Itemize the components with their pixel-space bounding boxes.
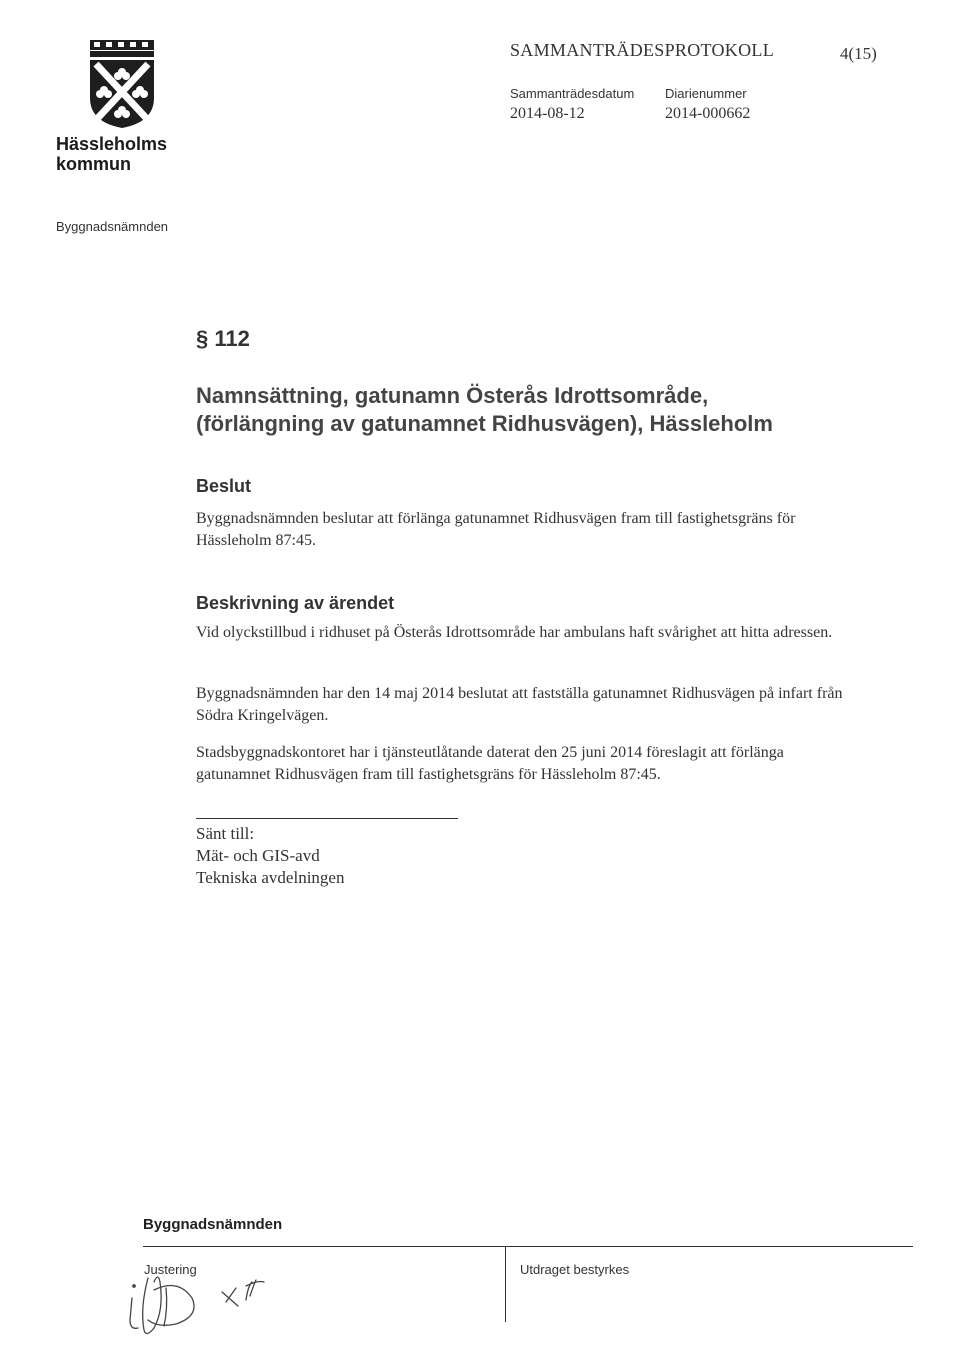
municipality-name-line1: Hässleholms — [56, 134, 168, 154]
decision-heading: Beslut — [196, 476, 252, 496]
document-title: SAMMANTRÄDESPROTOKOLL — [510, 40, 774, 60]
footer-divider — [143, 1246, 913, 1247]
sent-to-recipient: Mät- och GIS-avd — [196, 846, 320, 865]
registration-number: 2014-000662 — [665, 105, 751, 122]
description-paragraph-1: Vid olyckstillbud i ridhuset på Österås Idrottsområde har ambulans haft svårighet att hitta adressen. — [196, 624, 833, 641]
description-paragraph-2: Byggnadsnämnden har den 14 maj 2014 beslutat att fastställa gatunamnet Ridhusvägen på infart från Södra Kringelvägen. — [196, 685, 843, 724]
committee-name: Byggnadsnämnden — [56, 219, 169, 234]
paragraph-number: § 112 — [196, 326, 250, 351]
coat-of-arms-icon — [86, 38, 158, 130]
municipality-name-line2: kommun — [56, 154, 132, 174]
case-title-line2: (förlängning av gatunamnet Ridhusvägen), Hässleholm — [196, 411, 773, 436]
footer-column-divider — [505, 1246, 506, 1322]
case-title-line1: Namnsättning, gatunamn Österås Idrottsområde, — [196, 383, 709, 408]
footer-committee-name: Byggnadsnämnden — [143, 1216, 283, 1233]
decision-text: Byggnadsnämnden beslutar att förlänga gatunamnet Ridhusvägen fram till fastighetsgräns för Hässleholm 87:45. — [196, 510, 796, 549]
handwritten-signature — [118, 1258, 298, 1348]
certified-label: Utdraget bestyrkes — [520, 1262, 630, 1277]
page-number: 4(15) — [840, 44, 877, 63]
description-heading: Beskrivning av ärendet — [196, 593, 395, 613]
sent-to-recipient: Tekniska avdelningen — [196, 868, 345, 887]
sent-to-label: Sänt till: — [196, 824, 255, 843]
sent-to-divider — [196, 818, 458, 819]
registration-number-label: Diarienummer — [665, 86, 747, 101]
municipality-name — [56, 134, 196, 174]
case-title — [196, 382, 896, 438]
justering-label: Justering — [144, 1262, 197, 1277]
meeting-date-label: Sammanträdesdatum — [510, 86, 635, 101]
meeting-date: 2014-08-12 — [510, 105, 585, 122]
description-paragraph-3: Stadsbyggnadskontoret har i tjänsteutlåtande daterat den 25 juni 2014 föreslagit att förlänga gatunamnet Ridhusvägen fram till fastighetsgräns för Hässleholm 87:45. — [196, 744, 784, 783]
